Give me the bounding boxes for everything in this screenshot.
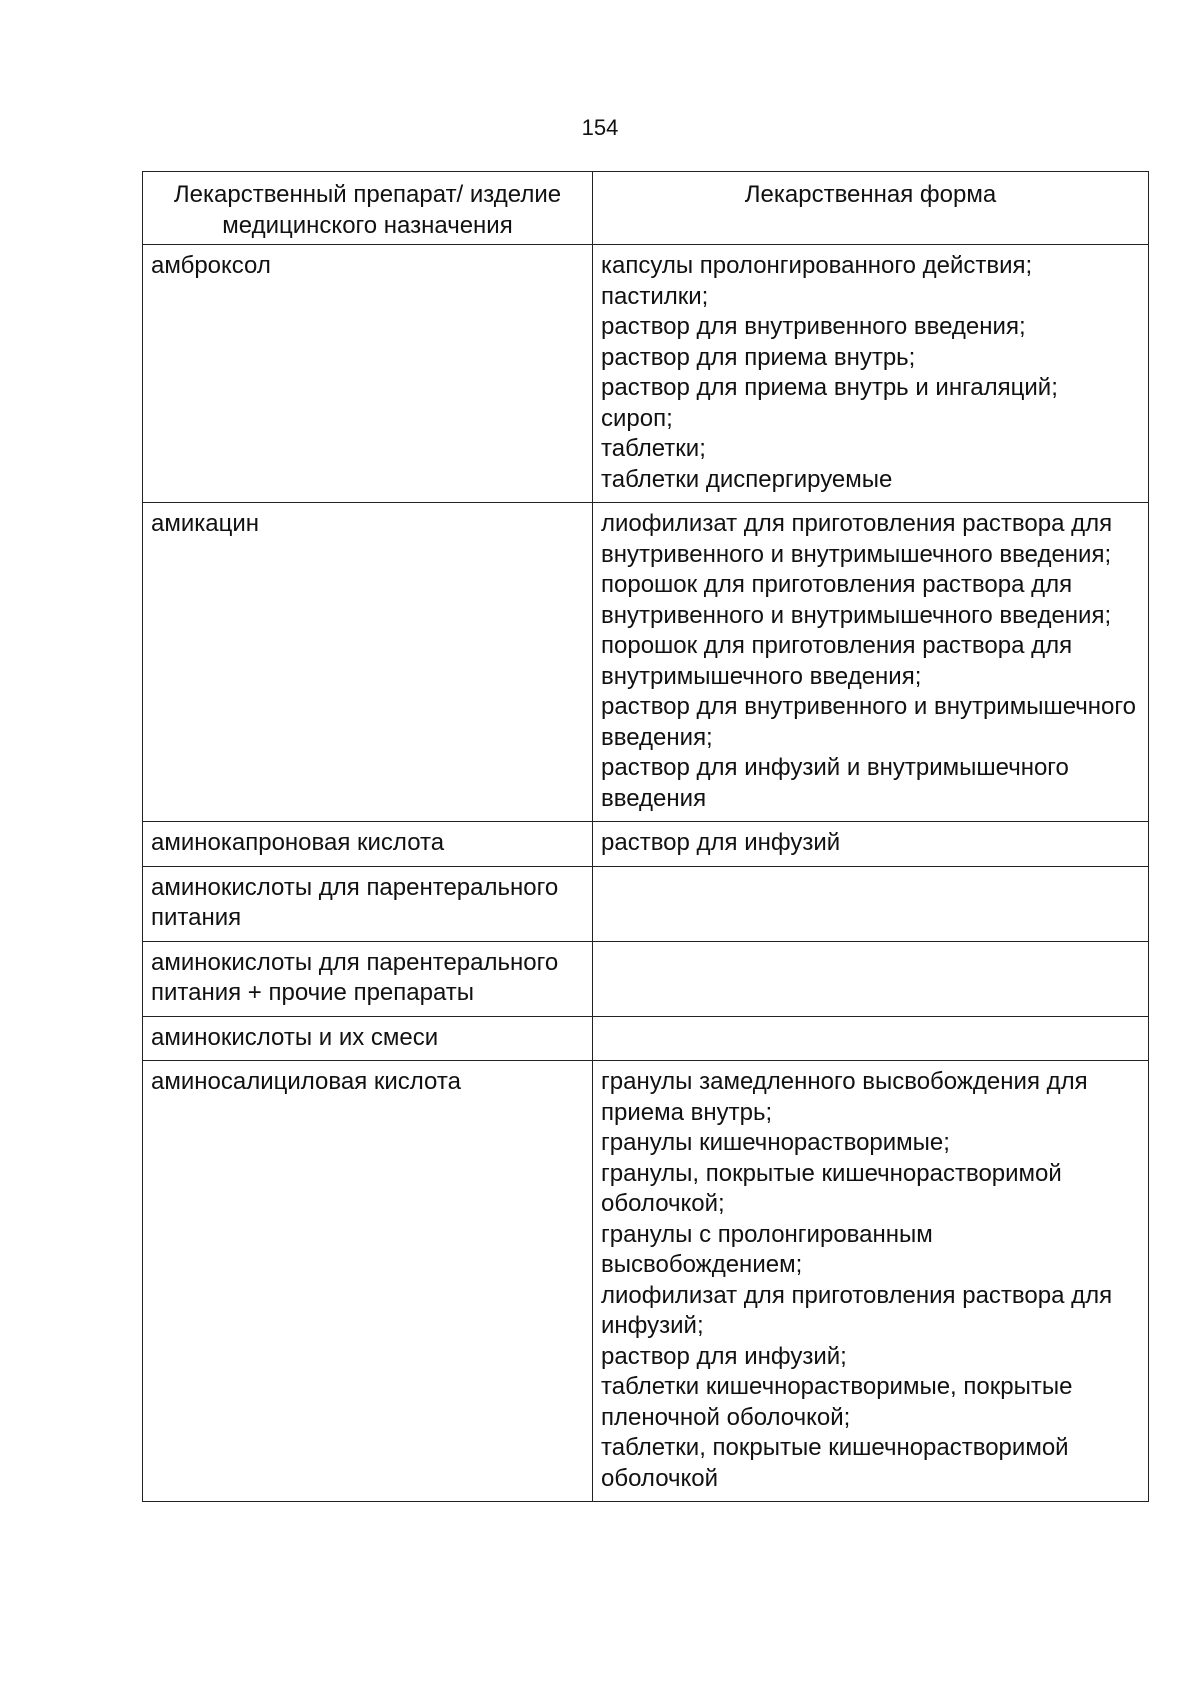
dosage-form-item: гранулы кишечнорастворимые;: [601, 1129, 950, 1156]
dosage-form-cell: [593, 941, 1149, 1016]
drug-name-cell: амикацин: [143, 503, 593, 822]
dosage-form-item: порошок для приготовления раствора для внутривенного и внутримышечного введения;: [601, 571, 1112, 629]
dosage-form-item: таблетки диспергируемые: [601, 465, 893, 493]
table-row: [143, 866, 1149, 941]
table-row: [143, 1061, 1149, 1502]
dosage-form-item: лиофилизат для приготовления раствора для инфузий;: [601, 1281, 1113, 1339]
drug-name-cell: аминокислоты и их смеси: [143, 1016, 593, 1061]
dosage-form-cell: [593, 503, 1149, 822]
dosage-form-cell: [593, 822, 1149, 867]
dosage-form-item: гранулы, покрытые кишечнорастворимой оболочкой;: [601, 1159, 1062, 1217]
dosage-form-cell: [593, 245, 1149, 503]
dosage-form-item: таблетки;: [601, 435, 706, 462]
dosage-form-item: капсулы пролонгированного действия;: [601, 252, 1033, 279]
drug-name-cell: амброксол: [143, 245, 593, 503]
dosage-form-item: сироп;: [601, 404, 673, 432]
table-row: [143, 1016, 1149, 1061]
dosage-form-item: раствор для приема внутрь и ингаляций;: [601, 374, 1058, 401]
drug-table: [142, 171, 1149, 1502]
dosage-form-item: гранулы замедленного высвобождения для приема внутрь;: [601, 1068, 1088, 1126]
table-row: [143, 941, 1149, 1016]
dosage-form-item: раствор для приема внутрь;: [601, 343, 916, 371]
dosage-form-item: таблетки, покрытые кишечнорастворимой оболочкой: [601, 1434, 1069, 1492]
dosage-form-item: раствор для инфузий;: [601, 1342, 847, 1370]
drug-name-cell: аминокислоты для парентерального питания + прочие препараты: [143, 941, 593, 1016]
dosage-form-item: таблетки кишечнорастворимые, покрытые пленочной оболочкой;: [601, 1373, 1073, 1431]
dosage-form-cell: [593, 866, 1149, 941]
header-drug: Лекарственный препарат/ изделие медицинского назначения: [143, 172, 593, 245]
dosage-form-cell: [593, 1061, 1149, 1502]
dosage-form-cell: [593, 1016, 1149, 1061]
table-row: [143, 245, 1149, 503]
dosage-form-item: порошок для приготовления раствора для внутримышечного введения;: [601, 632, 1073, 690]
dosage-form-item: пастилки;: [601, 282, 709, 310]
dosage-form-item: гранулы с пролонгированным высвобождением;: [601, 1220, 933, 1278]
dosage-form-item: раствор для внутривенного и внутримышечного введения;: [601, 693, 1136, 751]
drug-name-cell: аминосалициловая кислота: [143, 1061, 593, 1502]
table-body: [143, 245, 1149, 1502]
header-form: Лекарственная форма: [593, 172, 1149, 245]
drug-name-cell: аминокапроновая кислота: [143, 822, 593, 867]
table-row: [143, 822, 1149, 867]
dosage-form-item: лиофилизат для приготовления раствора для внутривенного и внутримышечного введения;: [601, 510, 1113, 568]
dosage-form-item: раствор для инфузий: [601, 829, 841, 856]
dosage-form-item: раствор для инфузий и внутримышечного введения: [601, 754, 1069, 812]
page-number: 154: [581, 115, 619, 140]
drug-name-cell: аминокислоты для парентерального питания: [143, 866, 593, 941]
table-row: [143, 503, 1149, 822]
dosage-form-item: раствор для внутривенного введения;: [601, 313, 1026, 340]
table-header-row: [143, 172, 1149, 245]
